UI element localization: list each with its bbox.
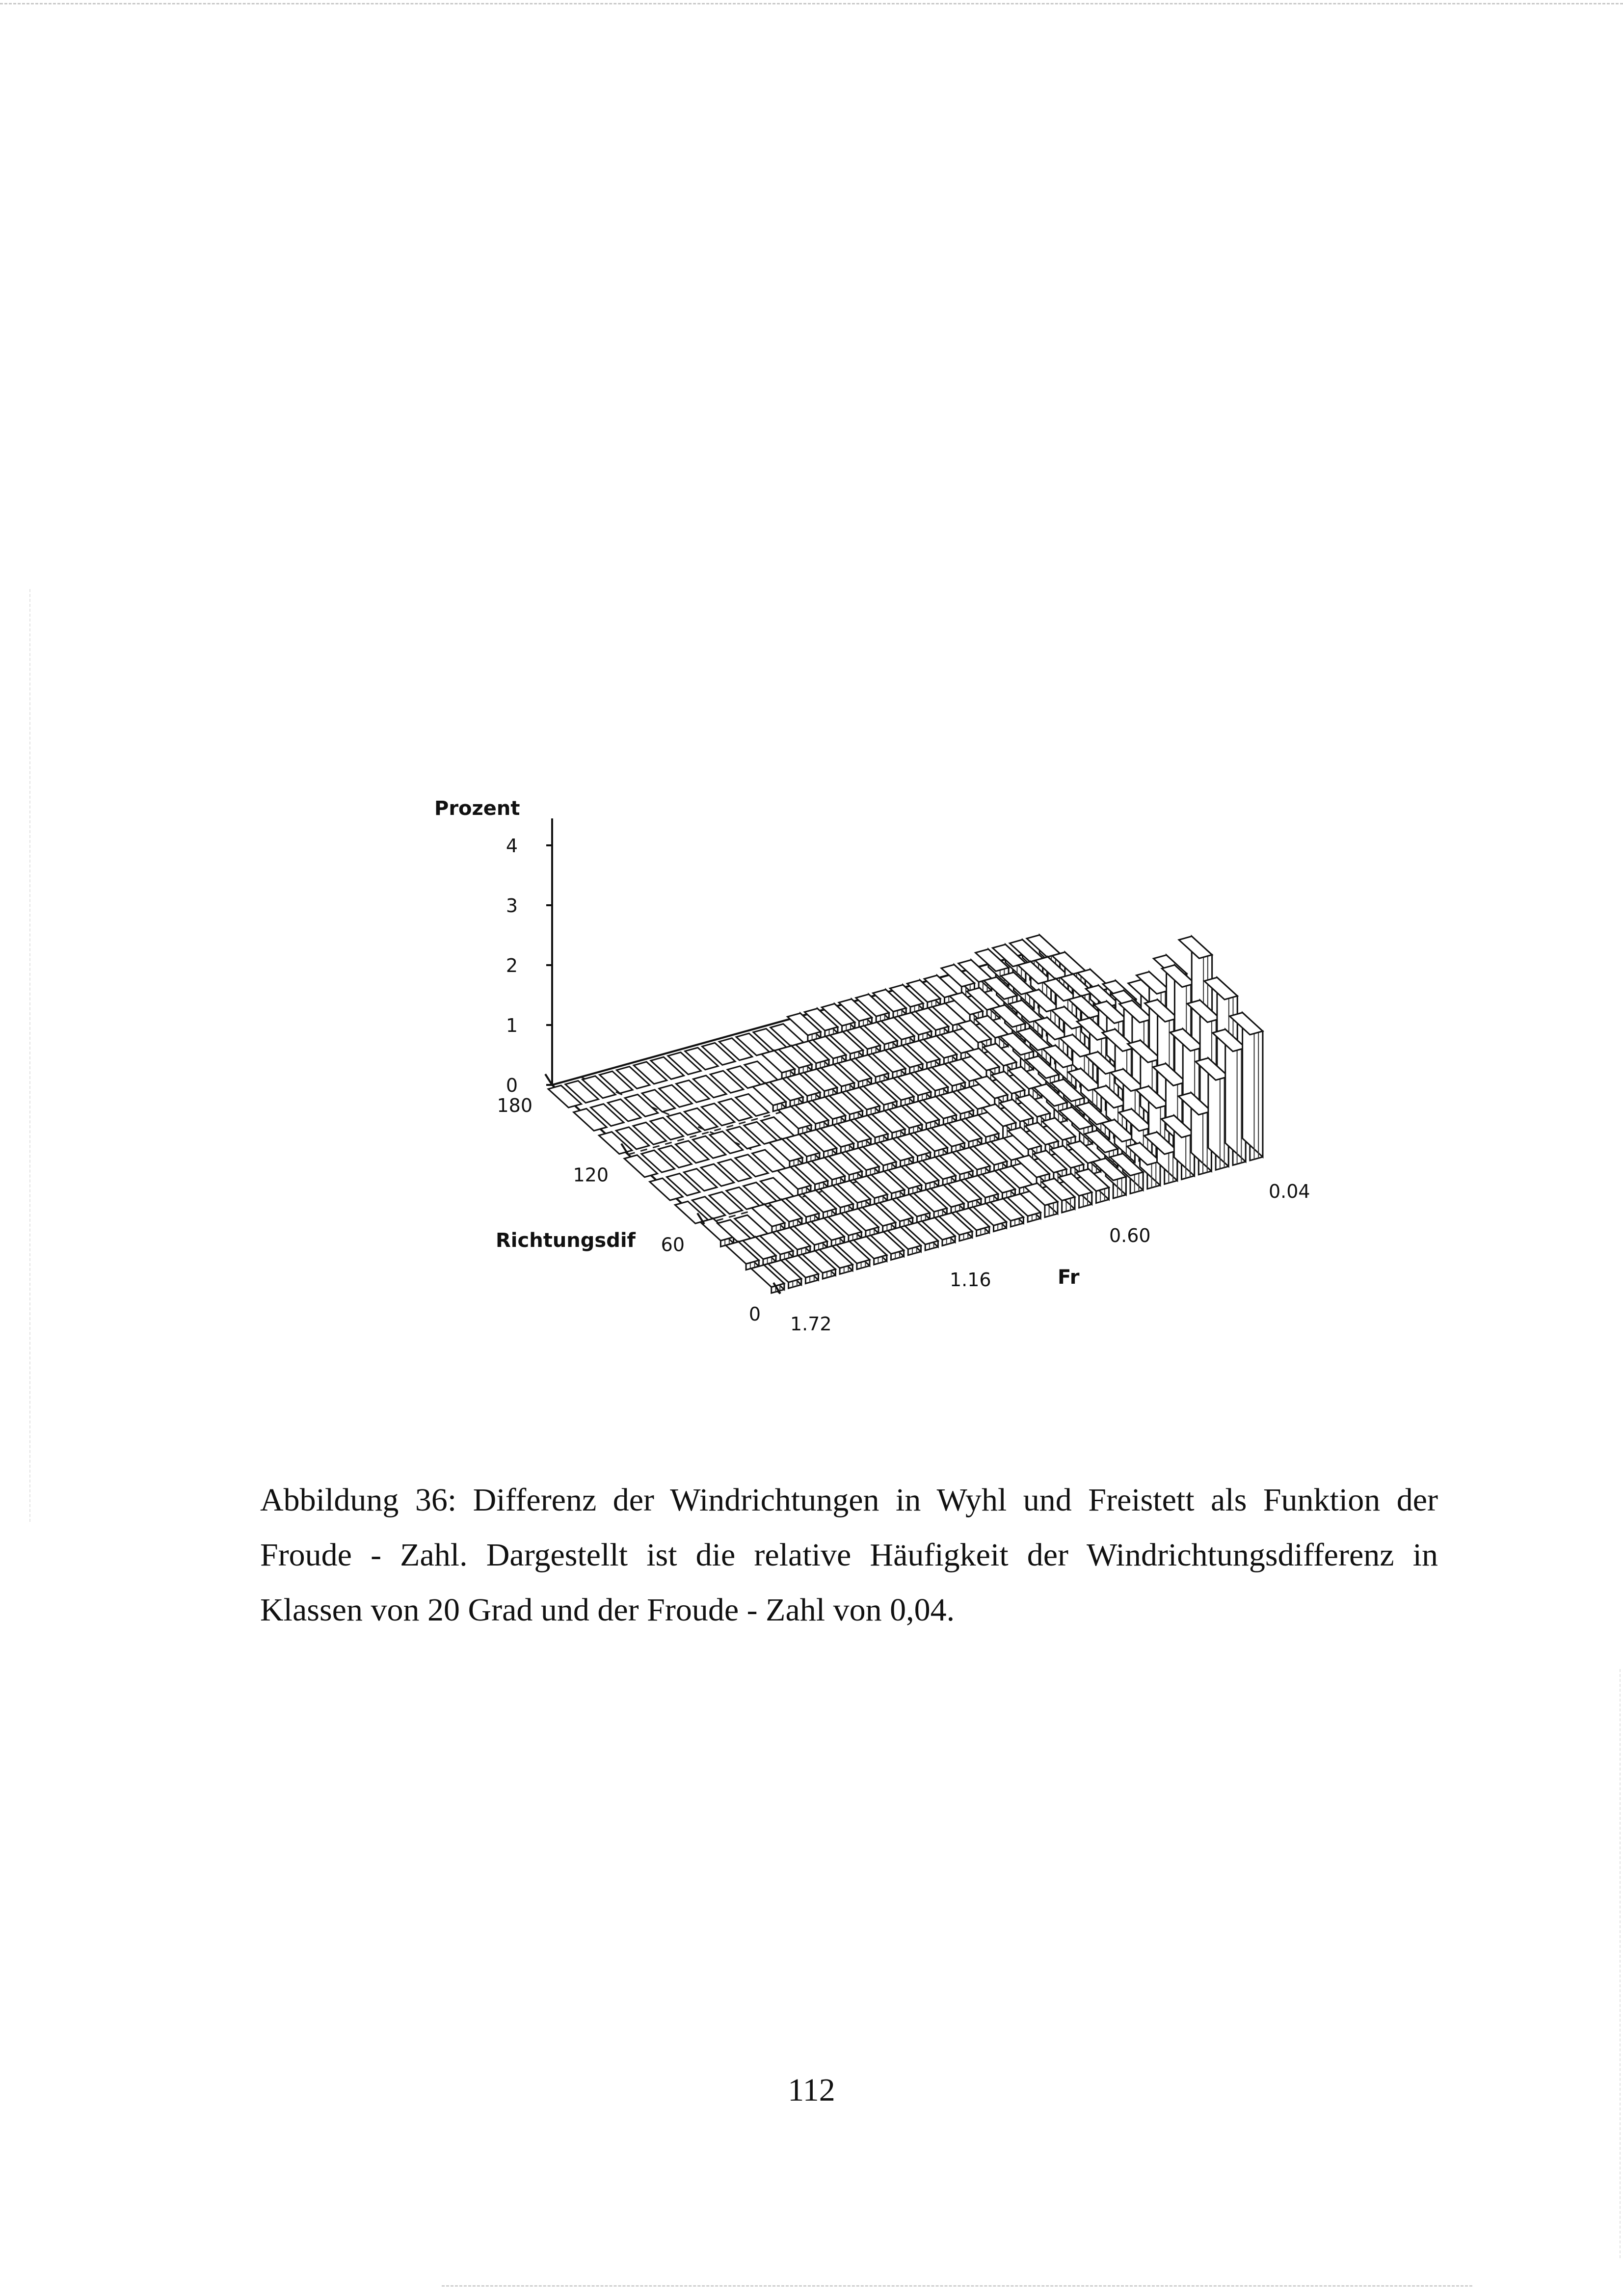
- z-tick-label: 4: [506, 835, 518, 857]
- figure-caption: Abbildung 36: Differenz der Windrichtungen in Wyhl und Freistett als Funktion der Froude - Zahl. Dargestellt ist die relative Häufigkeit der Windrichtungsdifferenz in Klassen von 20 Grad und der Froude - Zahl von 0,04.: [260, 1482, 1438, 1628]
- z-tick-label: 3: [506, 895, 518, 917]
- y-axis-tick: [545, 1074, 552, 1085]
- y-tick-label: 0: [748, 1303, 761, 1325]
- y-tick-label: 180: [497, 1095, 532, 1116]
- z-axis-title: Prozent: [434, 797, 520, 820]
- x-tick-label: 0.60: [1109, 1225, 1151, 1246]
- chart-bars: [548, 935, 1263, 1293]
- z-tick-label: 2: [506, 955, 518, 976]
- bar-top-face: [1179, 936, 1212, 958]
- x-axis-title: Fr: [1058, 1266, 1080, 1289]
- y-axis-title: Richtungsdif: [496, 1229, 636, 1252]
- page-number: 112: [788, 2072, 835, 2108]
- y-tick-label: 60: [661, 1234, 685, 1256]
- z-tick-label: 1: [506, 1015, 518, 1036]
- y-tick-label: 120: [573, 1164, 609, 1186]
- z-tick-label: 0: [506, 1075, 518, 1096]
- x-tick-label: 0.04: [1269, 1181, 1310, 1202]
- x-tick-label: 1.72: [790, 1313, 832, 1335]
- x-tick-label: 1.16: [950, 1269, 991, 1291]
